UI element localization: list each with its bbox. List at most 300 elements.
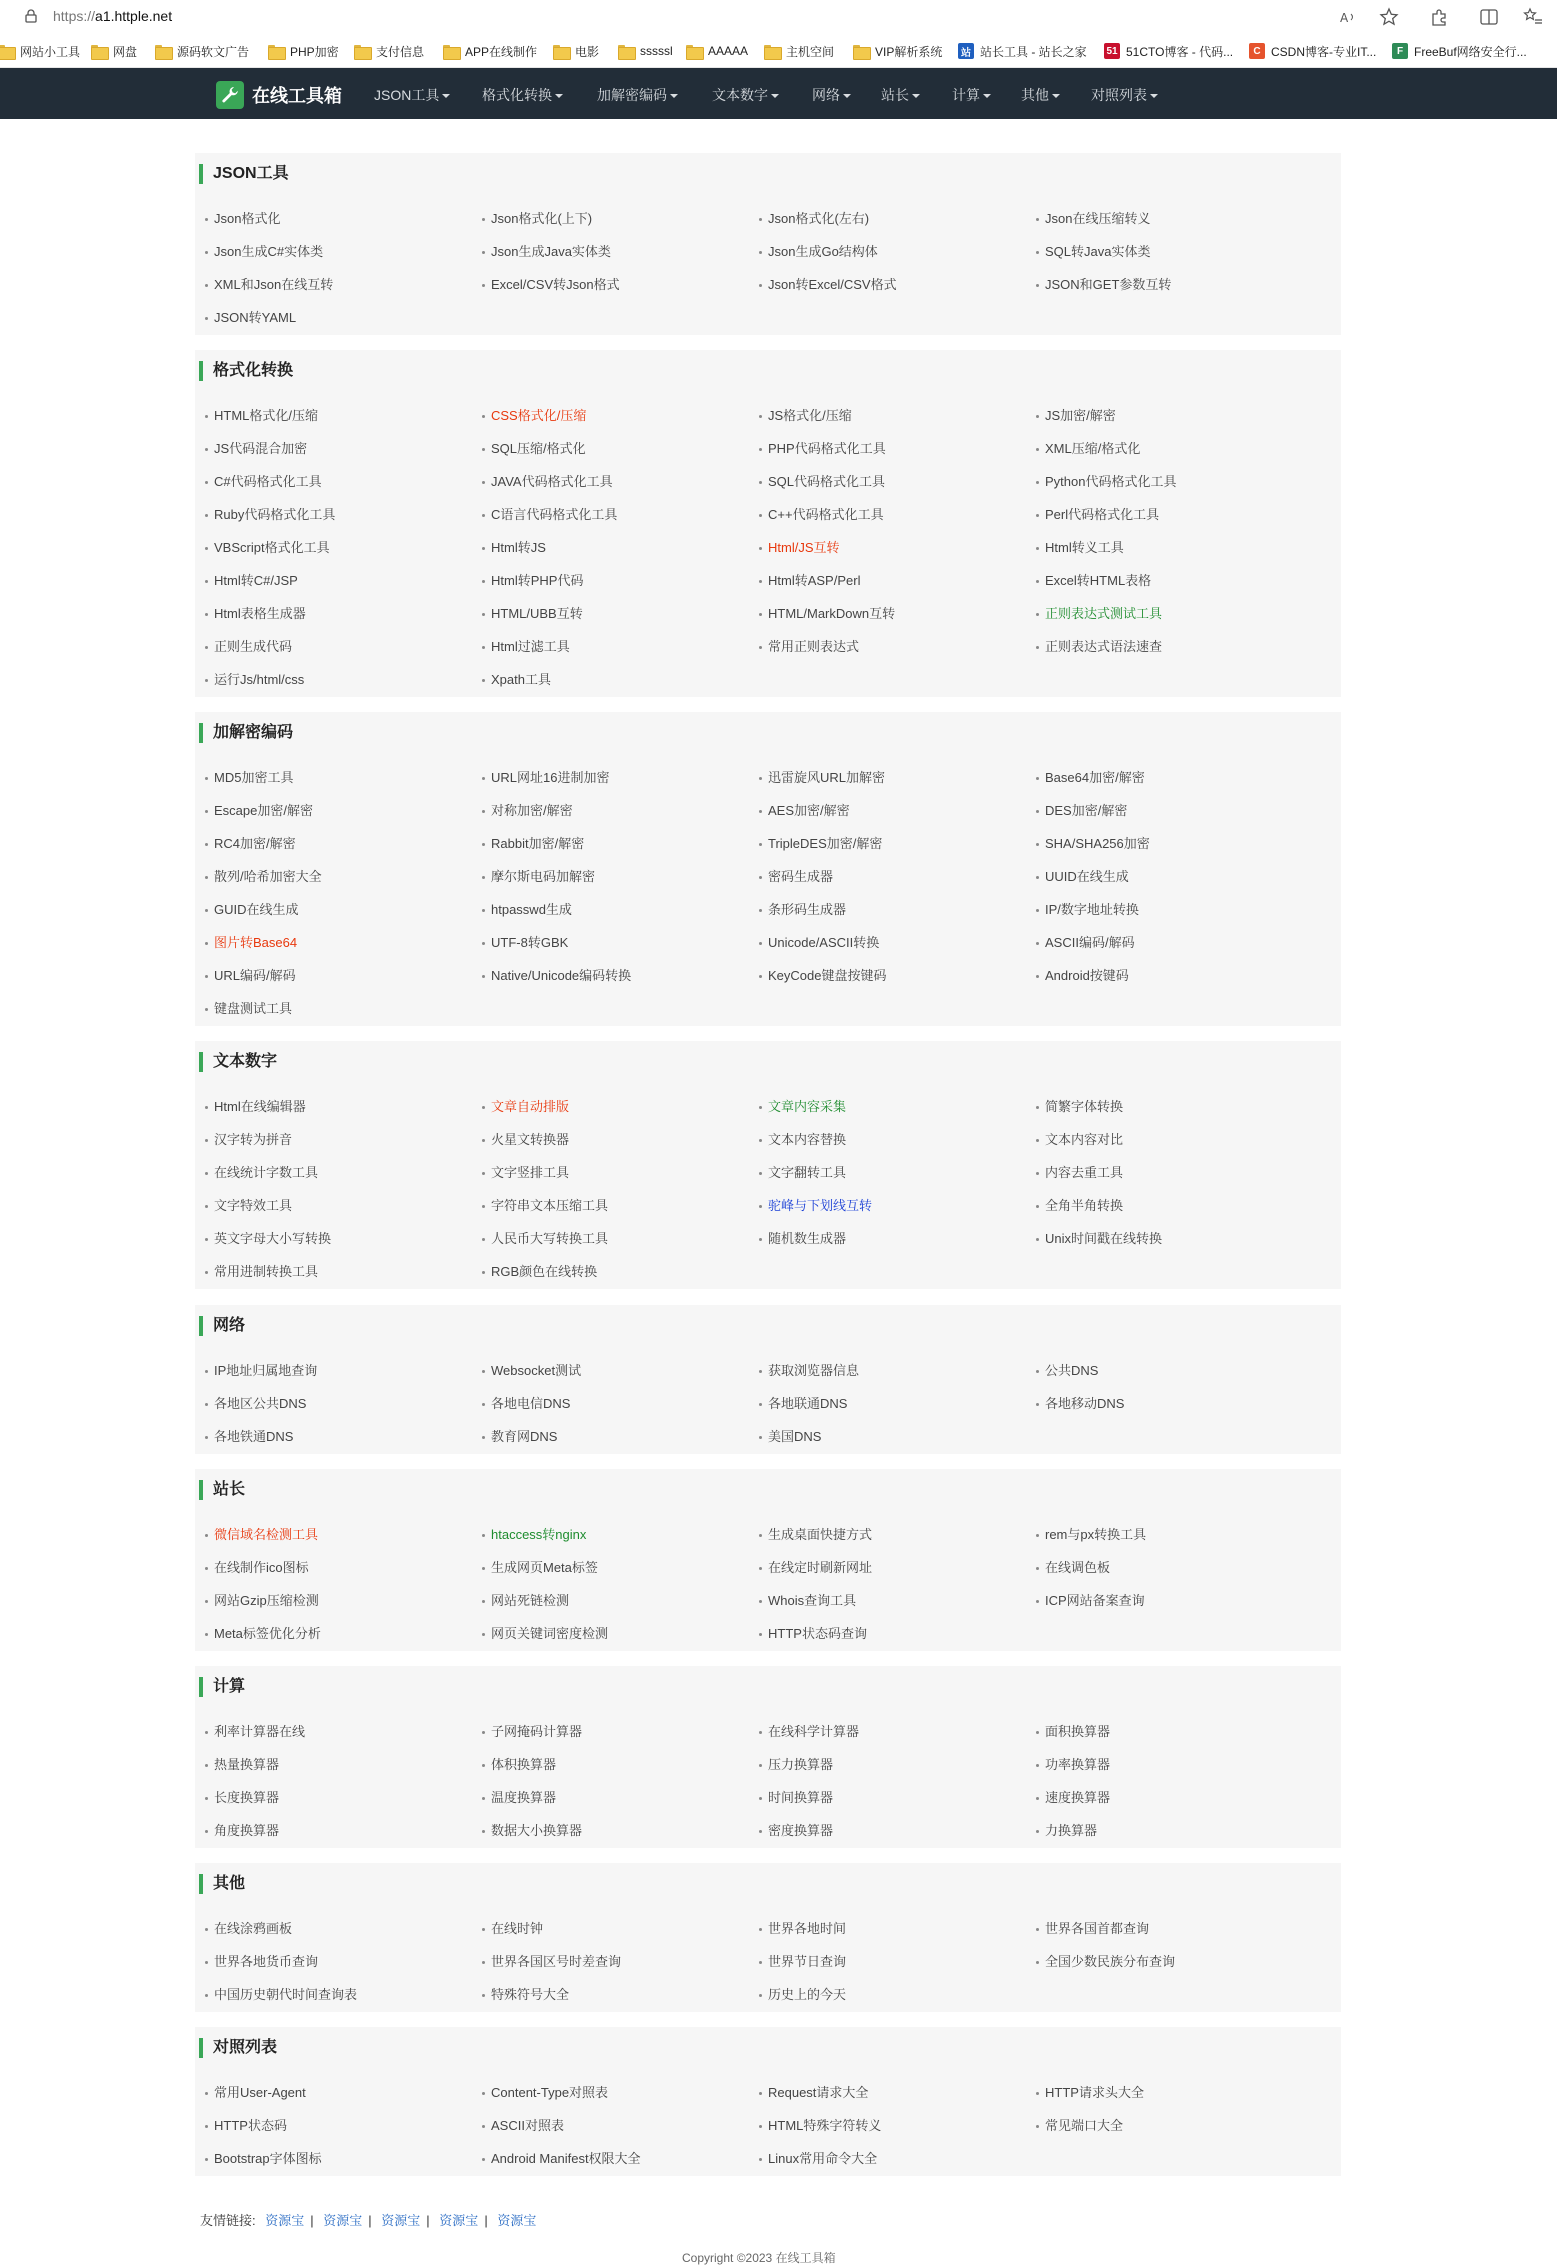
section-title: 对照列表 xyxy=(199,2038,277,2058)
bullet-icon xyxy=(759,1961,762,1964)
tool-link[interactable] xyxy=(205,1001,292,1017)
tool-link[interactable] xyxy=(1036,902,1139,918)
friend-link[interactable]: 资源宝 xyxy=(323,2213,363,2228)
tool-label: 各地移动DNS xyxy=(1045,1396,1125,1411)
tool-label: CSS格式化/压缩 xyxy=(491,408,587,423)
nav-menu-webmaster[interactable]: 站长 xyxy=(881,85,920,105)
svg-text:A: A xyxy=(1340,11,1349,25)
bullet-icon xyxy=(759,580,762,583)
tool-link[interactable] xyxy=(205,803,313,819)
bullet-icon xyxy=(205,777,208,780)
tool-label: URL网址16进制加密 xyxy=(491,770,610,785)
tool-link[interactable] xyxy=(205,1264,318,1280)
bookmark-item[interactable]: AAAAA xyxy=(686,42,748,60)
bookmark-item[interactable]: 网站小工具 xyxy=(0,42,80,60)
bullet-icon xyxy=(759,1830,762,1833)
tool-link[interactable] xyxy=(759,244,878,260)
tool-label: Android按键码 xyxy=(1045,968,1129,983)
tool-link[interactable] xyxy=(759,1396,847,1412)
bullet-icon xyxy=(205,810,208,813)
tool-link[interactable] xyxy=(205,1823,279,1839)
tool-link[interactable] xyxy=(205,244,323,260)
bookmark-item[interactable]: PHP加密 xyxy=(268,42,339,60)
tool-link[interactable] xyxy=(482,1132,569,1148)
tool-label: 压力换算器 xyxy=(768,1757,834,1772)
tool-link[interactable] xyxy=(205,441,307,457)
bullet-icon xyxy=(482,1106,485,1109)
tool-label: 教育网DNS xyxy=(491,1429,558,1444)
tool-link[interactable] xyxy=(482,1560,598,1576)
section-webmaster xyxy=(195,1469,1341,1651)
tool-link[interactable] xyxy=(205,211,280,227)
tool-link[interactable] xyxy=(482,639,570,655)
tool-link[interactable] xyxy=(759,902,846,918)
wrench-icon xyxy=(216,81,244,109)
tool-link[interactable] xyxy=(759,573,860,589)
tool-label: 温度换算器 xyxy=(491,1790,557,1805)
tool-link[interactable] xyxy=(205,1363,317,1379)
tool-link[interactable] xyxy=(205,1560,309,1576)
nav-menu-text[interactable]: 文本数字 xyxy=(712,85,779,105)
folder-icon xyxy=(443,45,459,58)
tool-link[interactable] xyxy=(482,1264,597,1280)
tool-link[interactable] xyxy=(482,902,572,918)
tool-label: rem与px转换工具 xyxy=(1045,1527,1147,1542)
tool-link[interactable] xyxy=(205,606,306,622)
tool-link[interactable] xyxy=(205,902,299,918)
tool-link[interactable] xyxy=(759,507,884,523)
tool-link[interactable] xyxy=(1036,1593,1145,1609)
tool-link[interactable] xyxy=(759,1823,833,1839)
tool-label: 特殊符号大全 xyxy=(491,1987,570,2002)
tool-link[interactable] xyxy=(482,836,584,852)
tool-link[interactable] xyxy=(1036,1165,1123,1181)
friend-link[interactable]: 资源宝 xyxy=(439,2213,479,2228)
tool-link[interactable] xyxy=(205,1165,318,1181)
tool-label: UTF-8转GBK xyxy=(491,935,569,950)
tool-label: Content-Type对照表 xyxy=(491,2085,609,2100)
tool-label: ASCII对照表 xyxy=(491,2118,564,2133)
nav-menu-json[interactable]: JSON工具 xyxy=(374,85,450,105)
caret-down-icon xyxy=(1150,94,1158,98)
bookmark-item[interactable]: APP在线制作 xyxy=(443,42,537,60)
tool-label: Ruby代码格式化工具 xyxy=(214,507,336,522)
tool-link[interactable] xyxy=(482,803,573,819)
friend-link[interactable]: 资源宝 xyxy=(265,2213,305,2228)
tool-label: Python代码格式化工具 xyxy=(1045,474,1177,489)
tool-link[interactable] xyxy=(1036,1921,1149,1937)
bookmark-item[interactable]: 电影 xyxy=(553,42,599,60)
nav-menu-format[interactable]: 格式化转换 xyxy=(482,85,563,105)
tool-link[interactable] xyxy=(759,2151,877,2167)
tool-label: 网站死链检测 xyxy=(491,1593,570,1608)
tool-link[interactable] xyxy=(482,211,592,227)
bullet-icon xyxy=(205,2125,208,2128)
tool-link[interactable] xyxy=(482,968,631,984)
tool-label: 文本内容对比 xyxy=(1045,1132,1124,1147)
bullet-icon xyxy=(1036,1534,1039,1537)
bookmark-item[interactable]: VIP解析系统 xyxy=(853,42,942,60)
tool-link[interactable] xyxy=(1036,408,1116,424)
tool-link[interactable] xyxy=(205,836,296,852)
tool-link[interactable] xyxy=(482,1921,543,1937)
nav-menu-reference[interactable]: 对照列表 xyxy=(1091,85,1158,105)
tool-link[interactable] xyxy=(759,211,869,227)
tool-link[interactable] xyxy=(1036,639,1162,655)
favorites-list-icon[interactable] xyxy=(1522,6,1544,28)
csdn-icon: C xyxy=(1249,43,1265,59)
brand-link[interactable] xyxy=(216,81,342,109)
tool-link[interactable] xyxy=(1036,869,1129,885)
tool-link[interactable] xyxy=(1036,836,1150,852)
tool-link[interactable] xyxy=(759,869,833,885)
bullet-icon xyxy=(1036,251,1039,254)
tool-label: Websocket测试 xyxy=(491,1363,582,1378)
tool-label: 英文字母大小写转换 xyxy=(214,1231,332,1246)
bullet-icon xyxy=(759,1633,762,1636)
tool-link[interactable] xyxy=(1036,211,1150,227)
bullet-icon xyxy=(1036,2125,1039,2128)
tool-link[interactable] xyxy=(759,408,852,424)
tool-link[interactable] xyxy=(759,1132,846,1148)
nav-menu-calc[interactable]: 计算 xyxy=(952,85,991,105)
bookmark-item[interactable]: sssssl xyxy=(618,42,673,60)
tool-link[interactable] xyxy=(482,2118,564,2134)
tool-link[interactable] xyxy=(759,1429,821,1445)
tool-link[interactable] xyxy=(205,1626,321,1642)
tool-label: VBScript格式化工具 xyxy=(214,540,330,555)
tool-link[interactable] xyxy=(205,277,333,293)
tool-link[interactable] xyxy=(1036,1198,1123,1214)
tool-label: 体积换算器 xyxy=(491,1757,557,1772)
tool-link[interactable] xyxy=(205,968,296,984)
tool-link[interactable] xyxy=(482,1429,557,1445)
tool-label: Json在线压缩转义 xyxy=(1045,211,1151,226)
tool-link[interactable] xyxy=(759,1165,846,1181)
tool-link[interactable] xyxy=(482,1527,586,1543)
extensions-icon[interactable] xyxy=(1428,6,1450,28)
tool-link[interactable] xyxy=(482,244,611,260)
bullet-icon xyxy=(205,1139,208,1142)
tool-label: 简繁字体转换 xyxy=(1045,1099,1124,1114)
tool-link[interactable] xyxy=(1036,474,1176,490)
tool-link[interactable] xyxy=(482,1231,608,1247)
bullet-icon xyxy=(205,1238,208,1241)
tool-link[interactable] xyxy=(759,1560,872,1576)
tool-link[interactable] xyxy=(759,770,885,786)
bullet-icon xyxy=(482,284,485,287)
tool-link[interactable] xyxy=(759,2085,868,2101)
split-screen-icon[interactable] xyxy=(1478,6,1500,28)
bullet-icon xyxy=(205,1567,208,1570)
tool-link[interactable] xyxy=(482,672,551,688)
tool-label: 密码生成器 xyxy=(768,869,834,884)
tool-link[interactable] xyxy=(205,770,293,786)
bullet-icon xyxy=(1036,909,1039,912)
tool-label: 图片转Base64 xyxy=(214,935,298,950)
tool-link[interactable] xyxy=(1036,770,1145,786)
tool-link[interactable] xyxy=(759,540,840,556)
tool-link[interactable] xyxy=(205,408,318,424)
folder-icon xyxy=(268,45,284,58)
nav-menu-other[interactable]: 其他 xyxy=(1021,85,1060,105)
tool-link[interactable] xyxy=(482,1363,581,1379)
tool-link[interactable] xyxy=(482,1593,569,1609)
tool-label: 世界各国首都查询 xyxy=(1045,1921,1150,1936)
tool-label: HTML格式化/压缩 xyxy=(214,408,319,423)
tool-link[interactable] xyxy=(759,1626,867,1642)
tool-link[interactable] xyxy=(1036,1757,1110,1773)
tool-link[interactable] xyxy=(205,540,330,556)
bullet-icon xyxy=(205,2158,208,2161)
tool-link[interactable] xyxy=(759,1954,846,1970)
tool-link[interactable] xyxy=(1036,2118,1123,2134)
bullet-icon xyxy=(482,1139,485,1142)
tool-label: 在线科学计算器 xyxy=(768,1724,860,1739)
tool-link[interactable] xyxy=(482,441,586,457)
bookmark-item[interactable]: 51 51CTO博客 - 代码... xyxy=(1104,42,1233,60)
bullet-icon xyxy=(205,547,208,550)
tool-label: 角度换算器 xyxy=(214,1823,280,1838)
tool-link[interactable] xyxy=(205,1921,292,1937)
tool-link[interactable] xyxy=(482,1757,556,1773)
friend-link[interactable]: 资源宝 xyxy=(381,2213,421,2228)
bookmark-item[interactable]: 站 站长工具 - 站长之家 xyxy=(958,42,1087,60)
tool-link[interactable] xyxy=(1036,1527,1146,1543)
tool-link[interactable] xyxy=(482,1396,570,1412)
tool-link[interactable] xyxy=(1036,2085,1144,2101)
tool-link[interactable] xyxy=(482,540,546,556)
tool-link[interactable] xyxy=(482,606,583,622)
bullet-icon xyxy=(482,1238,485,1241)
tool-link[interactable] xyxy=(482,408,586,424)
tool-label: JSON和GET参数互转 xyxy=(1045,277,1172,292)
tool-link[interactable] xyxy=(205,1757,279,1773)
tool-link[interactable] xyxy=(205,2151,322,2167)
tool-link[interactable] xyxy=(482,474,613,490)
tool-link[interactable] xyxy=(205,1132,292,1148)
tool-link[interactable] xyxy=(1036,1560,1110,1576)
tool-link[interactable] xyxy=(1036,244,1150,260)
tool-link[interactable] xyxy=(1036,441,1140,457)
tool-link[interactable] xyxy=(759,441,886,457)
bullet-icon xyxy=(759,1205,762,1208)
tool-link[interactable] xyxy=(759,1231,846,1247)
bullet-icon xyxy=(482,777,485,780)
tool-label: Html转PHP代码 xyxy=(491,573,584,588)
bullet-icon xyxy=(482,481,485,484)
tool-link[interactable] xyxy=(205,1790,279,1806)
tool-link[interactable] xyxy=(1036,1790,1110,1806)
tool-link[interactable] xyxy=(482,507,617,523)
tool-label: 在线定时刷新网址 xyxy=(768,1560,873,1575)
bullet-icon xyxy=(205,2092,208,2095)
tool-link[interactable] xyxy=(759,935,879,951)
tool-link[interactable] xyxy=(1036,573,1151,589)
tool-link[interactable] xyxy=(482,2085,608,2101)
bullet-icon xyxy=(1036,481,1039,484)
tool-link[interactable] xyxy=(205,1396,306,1412)
tool-link[interactable] xyxy=(759,277,897,293)
bookmark-item[interactable]: C CSDN博客-专业IT... xyxy=(1249,42,1376,60)
tool-link[interactable] xyxy=(1036,935,1135,951)
tool-link[interactable] xyxy=(1036,1396,1124,1412)
tool-link[interactable] xyxy=(759,968,886,984)
tool-link[interactable] xyxy=(1036,277,1171,293)
tool-link[interactable] xyxy=(1036,1823,1097,1839)
tool-link[interactable] xyxy=(205,507,335,523)
bookmark-item[interactable]: 主机空间 xyxy=(764,42,834,60)
tool-link[interactable] xyxy=(759,1198,872,1214)
tool-link[interactable] xyxy=(759,1921,846,1937)
tool-link[interactable] xyxy=(759,1099,846,1115)
tool-link[interactable] xyxy=(759,803,850,819)
tool-link[interactable] xyxy=(759,1527,872,1543)
tool-label: Excel转HTML表格 xyxy=(1045,573,1152,588)
tool-link[interactable] xyxy=(205,1954,318,1970)
friend-link[interactable]: 资源宝 xyxy=(497,2213,537,2228)
tool-link[interactable] xyxy=(1036,1724,1110,1740)
bullet-icon xyxy=(482,2092,485,2095)
nav-menu-network[interactable]: 网络 xyxy=(812,85,851,105)
bullet-icon xyxy=(1036,1764,1039,1767)
tool-link[interactable] xyxy=(1036,1099,1123,1115)
tool-label: TripleDES加密/解密 xyxy=(768,836,883,851)
tool-link[interactable] xyxy=(482,1626,608,1642)
tool-link[interactable] xyxy=(1036,1231,1162,1247)
bullet-icon xyxy=(1036,218,1039,221)
bullet-icon xyxy=(482,448,485,451)
caret-down-icon xyxy=(771,94,779,98)
tool-label: 摩尔斯电码加解密 xyxy=(491,869,596,884)
tool-link[interactable] xyxy=(482,2151,641,2167)
tool-label: Linux常用命令大全 xyxy=(768,2151,878,2166)
favorite-star-icon[interactable] xyxy=(1378,6,1400,28)
tool-link[interactable] xyxy=(482,869,595,885)
url-field[interactable]: https://a1.httple.net xyxy=(53,8,173,24)
tool-link[interactable] xyxy=(759,1987,846,2003)
tool-link[interactable] xyxy=(759,2118,881,2134)
tool-link[interactable] xyxy=(482,1987,569,2003)
bookmark-item[interactable]: 网盘 xyxy=(91,42,137,60)
tool-link[interactable] xyxy=(205,1987,357,2003)
bookmark-item[interactable]: 源码软文广告 xyxy=(155,42,249,60)
bullet-icon xyxy=(759,909,762,912)
tool-link[interactable] xyxy=(759,474,885,490)
tool-label: Html转JS xyxy=(491,540,546,555)
tool-link[interactable] xyxy=(1036,540,1124,556)
bullet-icon xyxy=(205,317,208,320)
bullet-icon xyxy=(482,1797,485,1800)
tool-label: 美国DNS xyxy=(768,1429,822,1444)
tool-link[interactable] xyxy=(205,573,298,589)
tool-link[interactable] xyxy=(759,1593,856,1609)
bookmark-item[interactable]: 支付信息 xyxy=(354,42,424,60)
tool-link[interactable] xyxy=(759,606,895,622)
tool-link[interactable] xyxy=(205,310,296,326)
read-aloud-icon[interactable] xyxy=(1337,6,1359,28)
tool-link[interactable] xyxy=(1036,803,1127,819)
tool-link[interactable] xyxy=(205,1527,318,1543)
tool-link[interactable] xyxy=(205,1593,319,1609)
bullet-icon xyxy=(205,481,208,484)
bullet-icon xyxy=(205,942,208,945)
bullet-icon xyxy=(759,1600,762,1603)
tool-link[interactable] xyxy=(759,1757,833,1773)
bullet-icon xyxy=(1036,843,1039,846)
tool-link[interactable] xyxy=(1036,1132,1123,1148)
tool-link[interactable] xyxy=(759,1724,859,1740)
tool-link[interactable] xyxy=(1036,507,1159,523)
tool-link[interactable] xyxy=(482,1165,569,1181)
tool-link[interactable] xyxy=(205,672,304,688)
tool-link[interactable] xyxy=(205,639,292,655)
tool-link[interactable] xyxy=(1036,1363,1098,1379)
tool-link[interactable] xyxy=(759,836,882,852)
tool-link[interactable] xyxy=(482,935,568,951)
bullet-icon xyxy=(205,1731,208,1734)
tool-link[interactable] xyxy=(205,1724,305,1740)
tool-label: Json转Excel/CSV格式 xyxy=(768,277,897,292)
bullet-icon xyxy=(759,1139,762,1142)
tool-link[interactable] xyxy=(482,277,620,293)
tool-link[interactable] xyxy=(205,935,297,951)
tool-link[interactable] xyxy=(482,1099,569,1115)
tool-link[interactable] xyxy=(482,573,583,589)
tool-label: PHP代码格式化工具 xyxy=(768,441,886,456)
tool-link[interactable] xyxy=(759,1363,859,1379)
bookmark-item[interactable]: F FreeBuf网络安全行... xyxy=(1392,42,1527,60)
tool-link[interactable] xyxy=(205,1231,331,1247)
tool-link[interactable] xyxy=(482,1790,556,1806)
section-title: 其他 xyxy=(199,1874,245,1894)
folder-icon xyxy=(764,45,780,58)
tool-label: 驼峰与下划线互转 xyxy=(768,1198,873,1213)
tool-link[interactable] xyxy=(759,1790,833,1806)
tool-link[interactable] xyxy=(205,2118,287,2134)
tool-link[interactable] xyxy=(1036,1954,1175,1970)
tool-link[interactable] xyxy=(205,1429,293,1445)
bullet-icon xyxy=(205,1764,208,1767)
tool-link[interactable] xyxy=(1036,606,1162,622)
tool-link[interactable] xyxy=(482,1954,621,1970)
bullet-icon xyxy=(759,284,762,287)
bullet-icon xyxy=(1036,580,1039,583)
tool-link[interactable] xyxy=(205,474,322,490)
bullet-icon xyxy=(1036,547,1039,550)
tool-link[interactable] xyxy=(482,1198,608,1214)
tool-link[interactable] xyxy=(205,1099,306,1115)
tool-link[interactable] xyxy=(205,2085,306,2101)
tool-link[interactable] xyxy=(205,869,322,885)
tool-link[interactable] xyxy=(1036,968,1129,984)
bullet-icon xyxy=(759,876,762,879)
tool-label: Native/Unicode编码转换 xyxy=(491,968,632,983)
bullet-icon xyxy=(482,1370,485,1373)
tool-link[interactable] xyxy=(482,1823,582,1839)
bullet-icon xyxy=(482,1961,485,1964)
tool-link[interactable] xyxy=(205,1198,292,1214)
nav-menu-crypto[interactable]: 加解密编码 xyxy=(597,85,678,105)
tool-link[interactable] xyxy=(759,639,859,655)
section-json xyxy=(195,153,1341,335)
lock-icon xyxy=(24,9,38,23)
section-title: 加解密编码 xyxy=(199,723,293,743)
tool-link[interactable] xyxy=(482,1724,582,1740)
tool-label: Html表格生成器 xyxy=(214,606,306,621)
tool-link[interactable] xyxy=(482,770,609,786)
tool-label: 利率计算器在线 xyxy=(214,1724,306,1739)
